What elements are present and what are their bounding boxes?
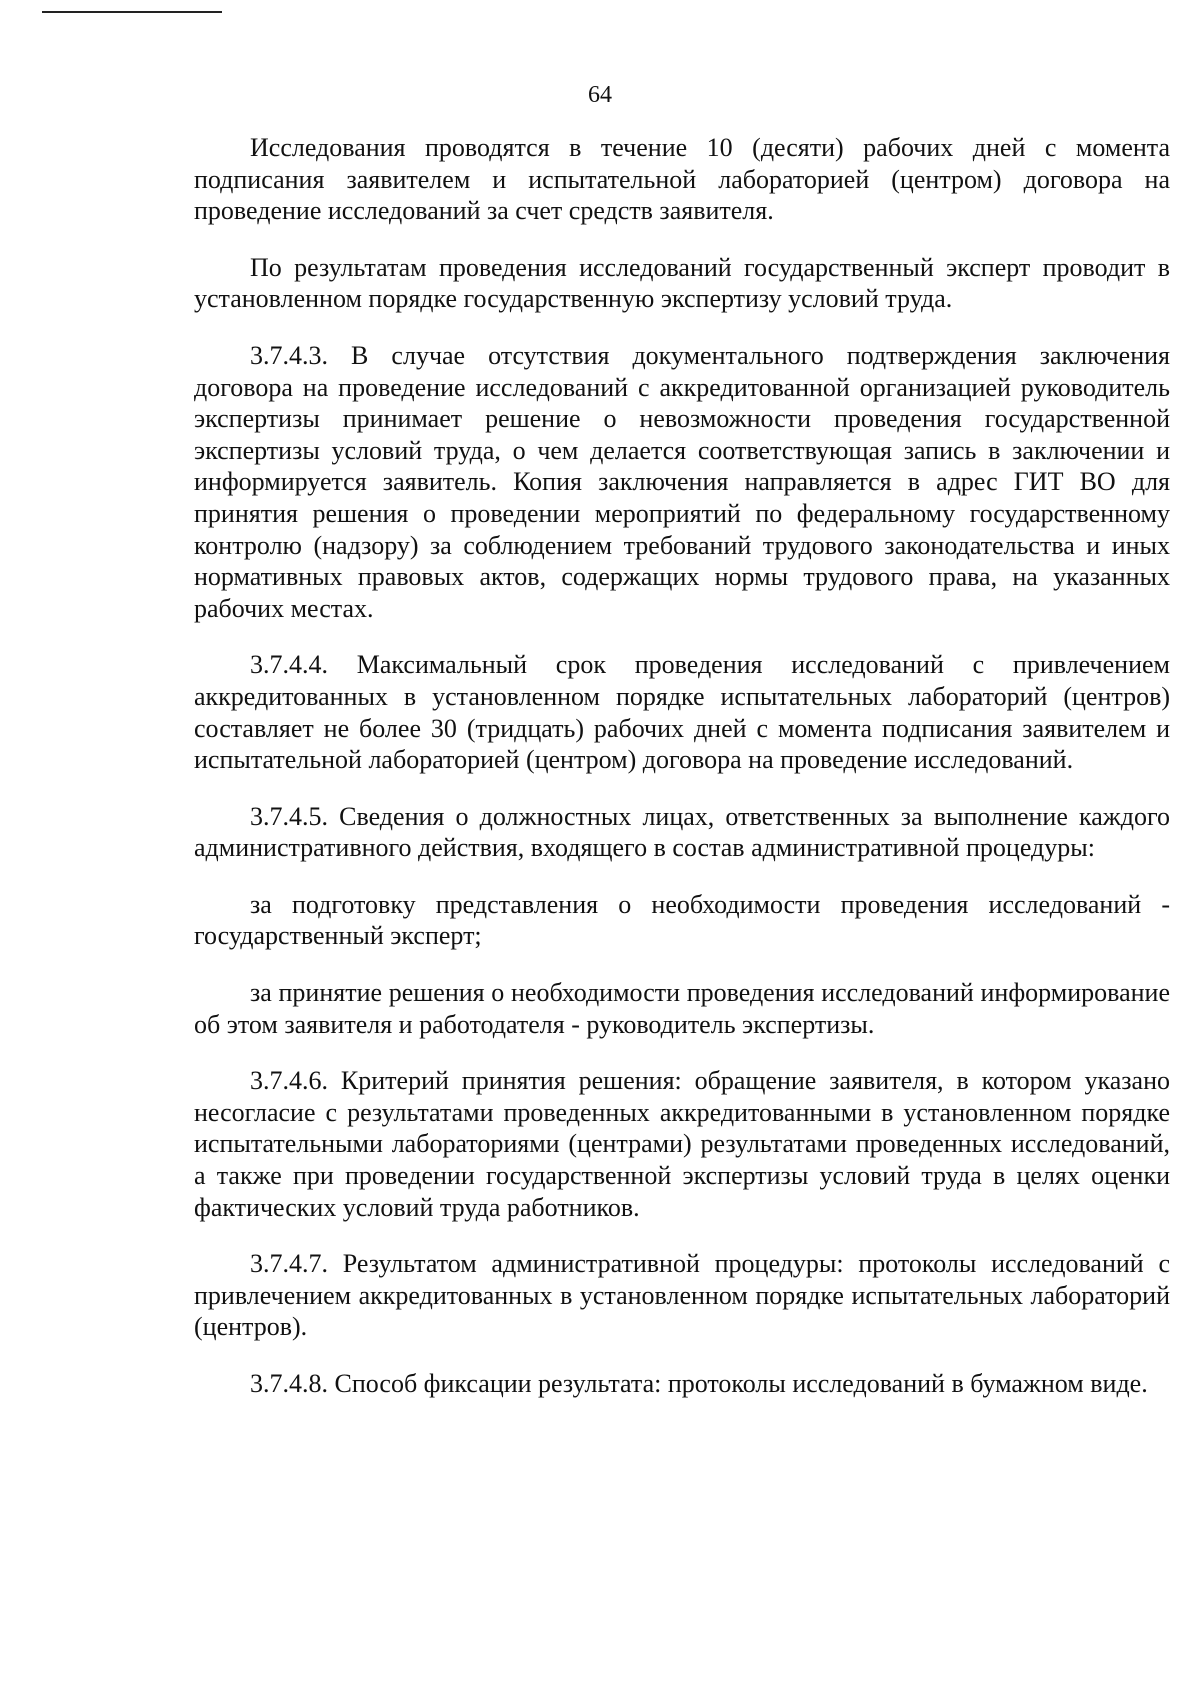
paragraph-3-7-4-6: 3.7.4.6. Критерий принятия решения: обращение заявителя, в котором указано несогласие с результатами проведенных аккредитованными в установленном порядке испытательными лабораториями (центрами) результатами проведенных исследований, а также при проведении государственной экспертизы условий труда в целях оценки фактических условий труда работников. xyxy=(194,1066,1170,1222)
paragraph-expert-review: По результатам проведения исследований государственный эксперт проводит в установленном порядке государственную экспертизу условий труда. xyxy=(194,252,1170,314)
document-body xyxy=(194,132,1170,1425)
paragraph-3-7-4-3: 3.7.4.3. В случае отсутствия документального подтверждения заключения договора на проведение исследований с аккредитованной организацией руководитель экспертизы принимает решение о невозможности проведения государственной экспертизы условий труда, о чем делается соответствующая запись в заключении и информируется заявитель. Копия заключения направляется в адрес ГИТ ВО для принятия решения о проведении мероприятий по федеральному государственному контролю (надзору) за соблюдением требований трудового законодательства и иных нормативных правовых актов, содержащих нормы трудового права, на указанных рабочих местах. xyxy=(194,340,1170,623)
paragraph-responsible-preparation: за подготовку представления о необходимости проведения исследований - государственный эксперт; xyxy=(194,889,1170,951)
paragraph-3-7-4-8: 3.7.4.8. Способ фиксации результата: протоколы исследований в бумажном виде. xyxy=(250,1369,1148,1398)
paragraph-responsible-decision: за принятие решения о необходимости проведения исследований информирование об этом заявителя и работодателя - руководитель экспертизы. xyxy=(194,978,1170,1039)
page-number: 64 xyxy=(588,82,612,108)
paragraph-3-7-4-7: 3.7.4.7. Результатом административной процедуры: протоколы исследований с привлечением аккредитованных в установленном порядке испытательных лабораторий (центров). xyxy=(194,1249,1170,1342)
top-rule-divider xyxy=(42,11,222,13)
paragraph-3-7-4-4: 3.7.4.4. Максимальный срок проведения исследований с привлечением аккредитованных в установленном порядке испытательных лабораторий (центров) составляет не более 30 (тридцать) рабочих дней с момента подписания заявителем и испытательной лабораторией (центром) договора на проведение исследований. xyxy=(194,650,1170,775)
paragraph-3-7-4-5: 3.7.4.5. Сведения о должностных лицах, ответственных за выполнение каждого административного действия, входящего в состав административной процедуры: xyxy=(194,801,1170,863)
paragraph-research-duration: Исследования проводятся в течение 10 (десяти) рабочих дней с момента подписания заявителем и испытательной лабораторией (центром) договора на проведение исследований за счет средств заявителя. xyxy=(194,133,1170,226)
